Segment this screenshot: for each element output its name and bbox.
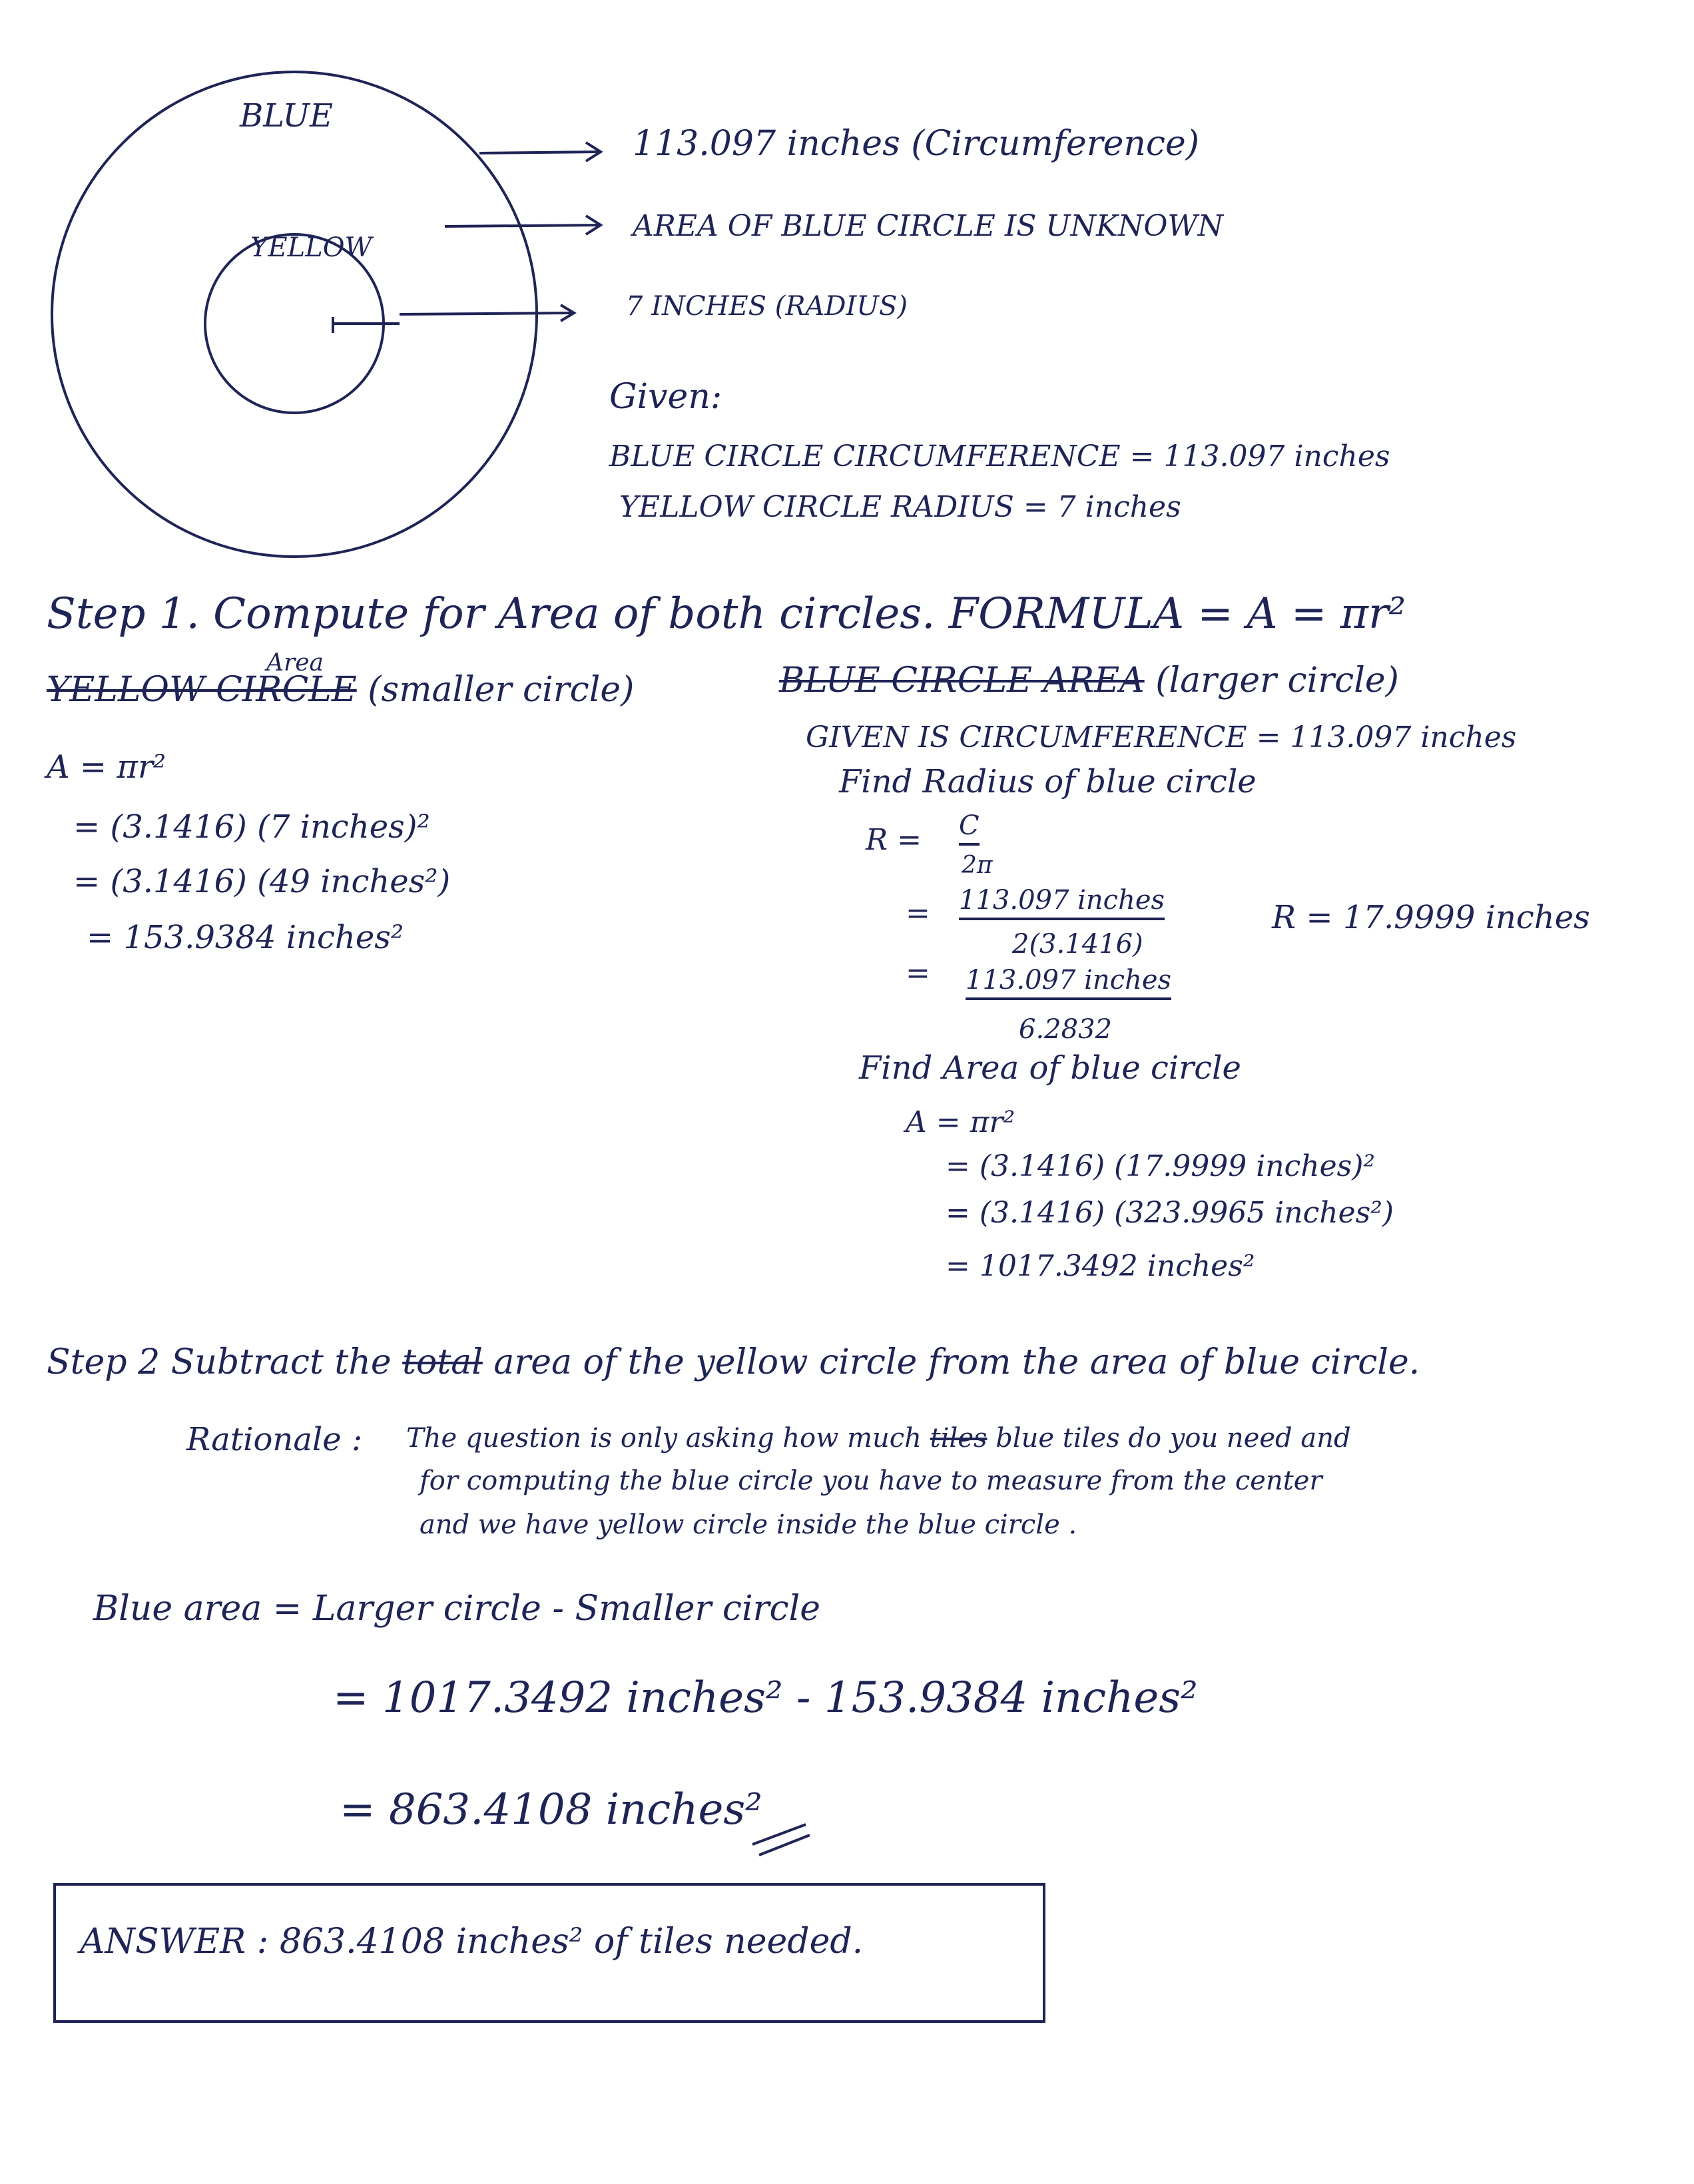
eq-2: = [906,956,930,990]
area-unknown-note: AREA OF BLUE CIRCLE IS UNKNOWN [633,209,1224,243]
arrow-radius [400,313,573,314]
r-den: 2π [962,852,993,879]
area-line-2: = (3.1416) (17.9999 inches)² [946,1149,1376,1183]
rationale-1b: blue tiles do you need and [995,1423,1351,1454]
large-struck: BLUE CIRCLE AREA [779,661,1145,700]
rationale-1a: The question is only asking how much [406,1423,922,1454]
given-heading: Given: [609,377,722,417]
r-lhs: R = [866,823,922,857]
small-circle-title [47,670,635,710]
yellow-label: YELLOW [250,232,372,263]
blue-label: BLUE [240,97,334,135]
frac1-num: 113.097 inches [959,887,1165,920]
eq-1: = [906,896,930,930]
step2-heading-b: area of the yellow circle from the area of blue circle. [493,1342,1420,1382]
frac1-den: 2(3.1416) [1012,929,1143,959]
blue-area-line: Blue area = Larger circle - Smaller circle [93,1589,820,1629]
rationale-label: Rationale : [186,1421,363,1458]
small-line-1: A = πr² [47,748,166,786]
large-circle-title [779,663,1399,698]
rationale-line-2: for computing the blue circle you have to measure from the center [420,1466,1322,1496]
rationale-line-1 [406,1425,1351,1452]
frac2-num: 113.097 inches [966,967,1171,1000]
small-insert-word: Area [266,649,324,677]
small-label: (smaller circle) [368,670,635,710]
large-label: (larger circle) [1155,661,1399,700]
result-line: = 863.4108 inches² [340,1785,762,1834]
circumference-note: 113.097 inches (Circumference) [633,124,1200,164]
given-line-1: BLUE CIRCLE CIRCUMFERENCE = 113.097 inches [609,439,1390,473]
small-line-2: = (3.1416) (7 inches)² [73,808,430,846]
small-line-4: = 153.9384 inches² [87,919,404,956]
small-struck: YELLOW CIRCLE [47,670,357,710]
step2-struck: total [402,1342,483,1382]
large-given: GIVEN IS CIRCUMFERENCE = 113.097 inches [806,720,1517,754]
r-num: C [959,812,980,846]
small-line-3: = (3.1416) (49 inches²) [73,863,451,900]
answer-text: ANSWER : 863.4108 inches² of tiles needed. [80,1922,864,1962]
r-result: R = 17.9999 inches [1272,899,1590,936]
arrow-area [445,225,599,226]
frac2-den: 6.2832 [1019,1014,1112,1045]
rationale-line-3: and we have yellow circle inside the blue circle . [420,1509,1077,1540]
rationale-struck: tiles [930,1423,988,1454]
find-area: Find Area of blue circle [859,1049,1241,1087]
arrow-circumference [479,152,599,153]
area-line-3: = (3.1416) (323.9965 inches²) [946,1196,1394,1230]
find-radius: Find Radius of blue circle [839,763,1257,800]
step1-heading: Step 1. Compute for Area of both circles. FORMULA = A = πr² [47,589,1406,639]
area-line-4: = 1017.3492 inches² [946,1249,1255,1283]
subtraction-line: = 1017.3492 inches² - 153.9384 inches² [333,1673,1198,1723]
radius-note: 7 INCHES (RADIUS) [626,291,908,322]
step2-heading [47,1342,1420,1382]
step2-heading-a: Step 2 Subtract the [47,1342,392,1382]
given-line-2: YELLOW CIRCLE RADIUS = 7 inches [619,490,1181,524]
area-line-1: A = πr² [906,1105,1015,1139]
